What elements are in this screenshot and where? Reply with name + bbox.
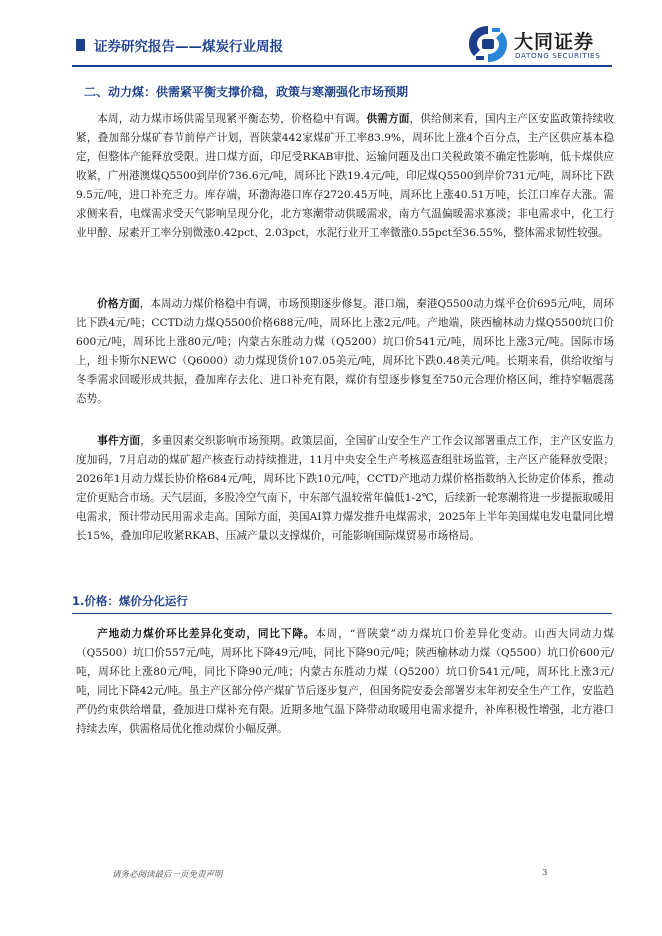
section-heading: 二、动力煤：供需紧平衡支撑价稳，政策与寒潮强化市场预期: [84, 85, 409, 99]
paragraph-keyword: 供需方面: [366, 113, 410, 125]
paragraph-lead: 本周，动力煤市场供需呈现紧平衡态势，价格稳中有调。: [97, 113, 367, 125]
paragraph-origin-price: [76, 625, 614, 739]
company-logo: [466, 24, 616, 64]
subsection-heading: 1.价格：煤价分化运行: [72, 594, 188, 608]
paragraph-supply-demand: [76, 110, 614, 243]
paragraph-body: ，本周动力煤价格稳中有调，市场预期逐步修复。港口端，秦港Q5500动力煤平仓价695元/吨，周环比下跌4元/吨；CCTD动力煤Q5500价格688元/吨，周环比上涨2元/吨。产地端，陕西榆林动力煤Q5500坑口价600元/吨，周环比上涨80元/吨；内蒙古东胜动力煤（Q5200）坑口价541元/吨，周环比上涨3元/吨。国际市场上，纽卡斯尔NEWC（Q6000）动力煤现货价107.05美元/吨，周环比下跌0.48美元/吨。长期来看，供给收缩与冬季需求回暖形成共振，叠加库存去化、进口补充有限，煤价有望逐步修复至750元合理价格区间，维持窄幅震荡态势。: [76, 298, 615, 405]
paragraph-keyword: 产地动力煤价环比差异化变动，同比下降。: [97, 628, 316, 640]
subsection-divider: [72, 613, 612, 614]
logo-english-name: DATONG SECURITIES: [515, 51, 601, 60]
paragraph-body: ，多重因素交织影响市场预期。政策层面，全国矿山安全生产工作会议部署重点工作，主产区安监力度加码，7月启动的煤矿超产核查行动持续推进，11月中央安全生产考核巡查组驻场监管，主产区产能释放受限；2026年1月动力煤长协价格684元/吨，周环比下跌10元/吨，CCTD产地动力煤价格指数纳入长协定价体系，推动定价更贴合市场。天气层面，多股冷空气南下，中东部气温较常年偏低1-2℃，后续新一轮寒潮将进一步提振取暖用电需求，预计带动民用需求走高。国际方面，美国AI算力爆发推升电煤需求，2025年上半年美国煤电发电量同比增长15%，叠加印尼收紧RKAB、压减产量以支撑煤价，可能影响国际煤贸易市场格局。: [76, 435, 615, 542]
paragraph-keyword: 价格方面: [97, 298, 140, 310]
paragraph-body: ，供给侧来看，国内主产区安监政策持续收紧，叠加部分煤矿春节前停产计划，晋陕蒙442家煤矿开工率83.9%，周环比上涨4个百分点，主产区供应基本稳定，但整体产能释放受限。进口煤方面，印尼受RKAB审批、运输问题及出口关税政策不确定性影响，低卡煤供应收紧，广州港澳煤Q5500到岸价736.6元/吨，周环比下跌19.4元/吨，印尼煤Q5500到岸价731元/吨，周环比下跌9.5元/吨，进口补充乏力。库存端，环渤海港口库存2720.45万吨，周环比上涨40.51万吨，长江口库存大涨。需求侧来看，电煤需求受天气影响呈现分化，北方寒潮带动供暖需求，南方气温偏暖需求寡淡；非电需求中，化工行业甲醇、尿素开工率分别微涨0.42pct、2.03pct，水泥行业开工率微涨0.55pct至36.55%，整体需求韧性较强。: [76, 113, 615, 239]
paragraph-events: [76, 432, 614, 546]
paragraph-price: [76, 295, 614, 409]
report-title: 证券研究报告——煤炭行业周报: [94, 39, 283, 55]
header-square-icon: [76, 39, 85, 51]
page-header: [0, 0, 662, 68]
paragraph-body: 本周，“晋陕蒙”动力煤坑口价差异化变动。山西大同动力煤（Q5500）坑口价557元/吨，周环比下降49元/吨，同比下降90元/吨；陕西榆林动力煤（Q5500）坑口价600元/吨，周环比上涨80元/吨，同比下降90元/吨；内蒙古东胜动力煤（Q5200）坑口价541元/吨，周环比上涨3元/吨，同比下降42元/吨。虽主产区部分停产煤矿节后逐步复产，但国务院安委会部署岁末年初安全生产工作，安监趋严仍约束供给增量，叠加进口煤补充有限。近期多地气温下降带动取暖用电需求提升，补库积极性增强，北方港口持续去库，供需格局优化推动煤价小幅反弹。: [76, 628, 614, 735]
logo-mark-icon: [466, 24, 510, 64]
page-number: 3: [542, 868, 548, 878]
footer-disclaimer: 请务必阅读最后一页免责声明: [112, 870, 223, 880]
header-divider: [72, 65, 612, 67]
paragraph-keyword: 事件方面: [97, 435, 141, 447]
logo-chinese-name: 大同证券: [514, 31, 595, 53]
